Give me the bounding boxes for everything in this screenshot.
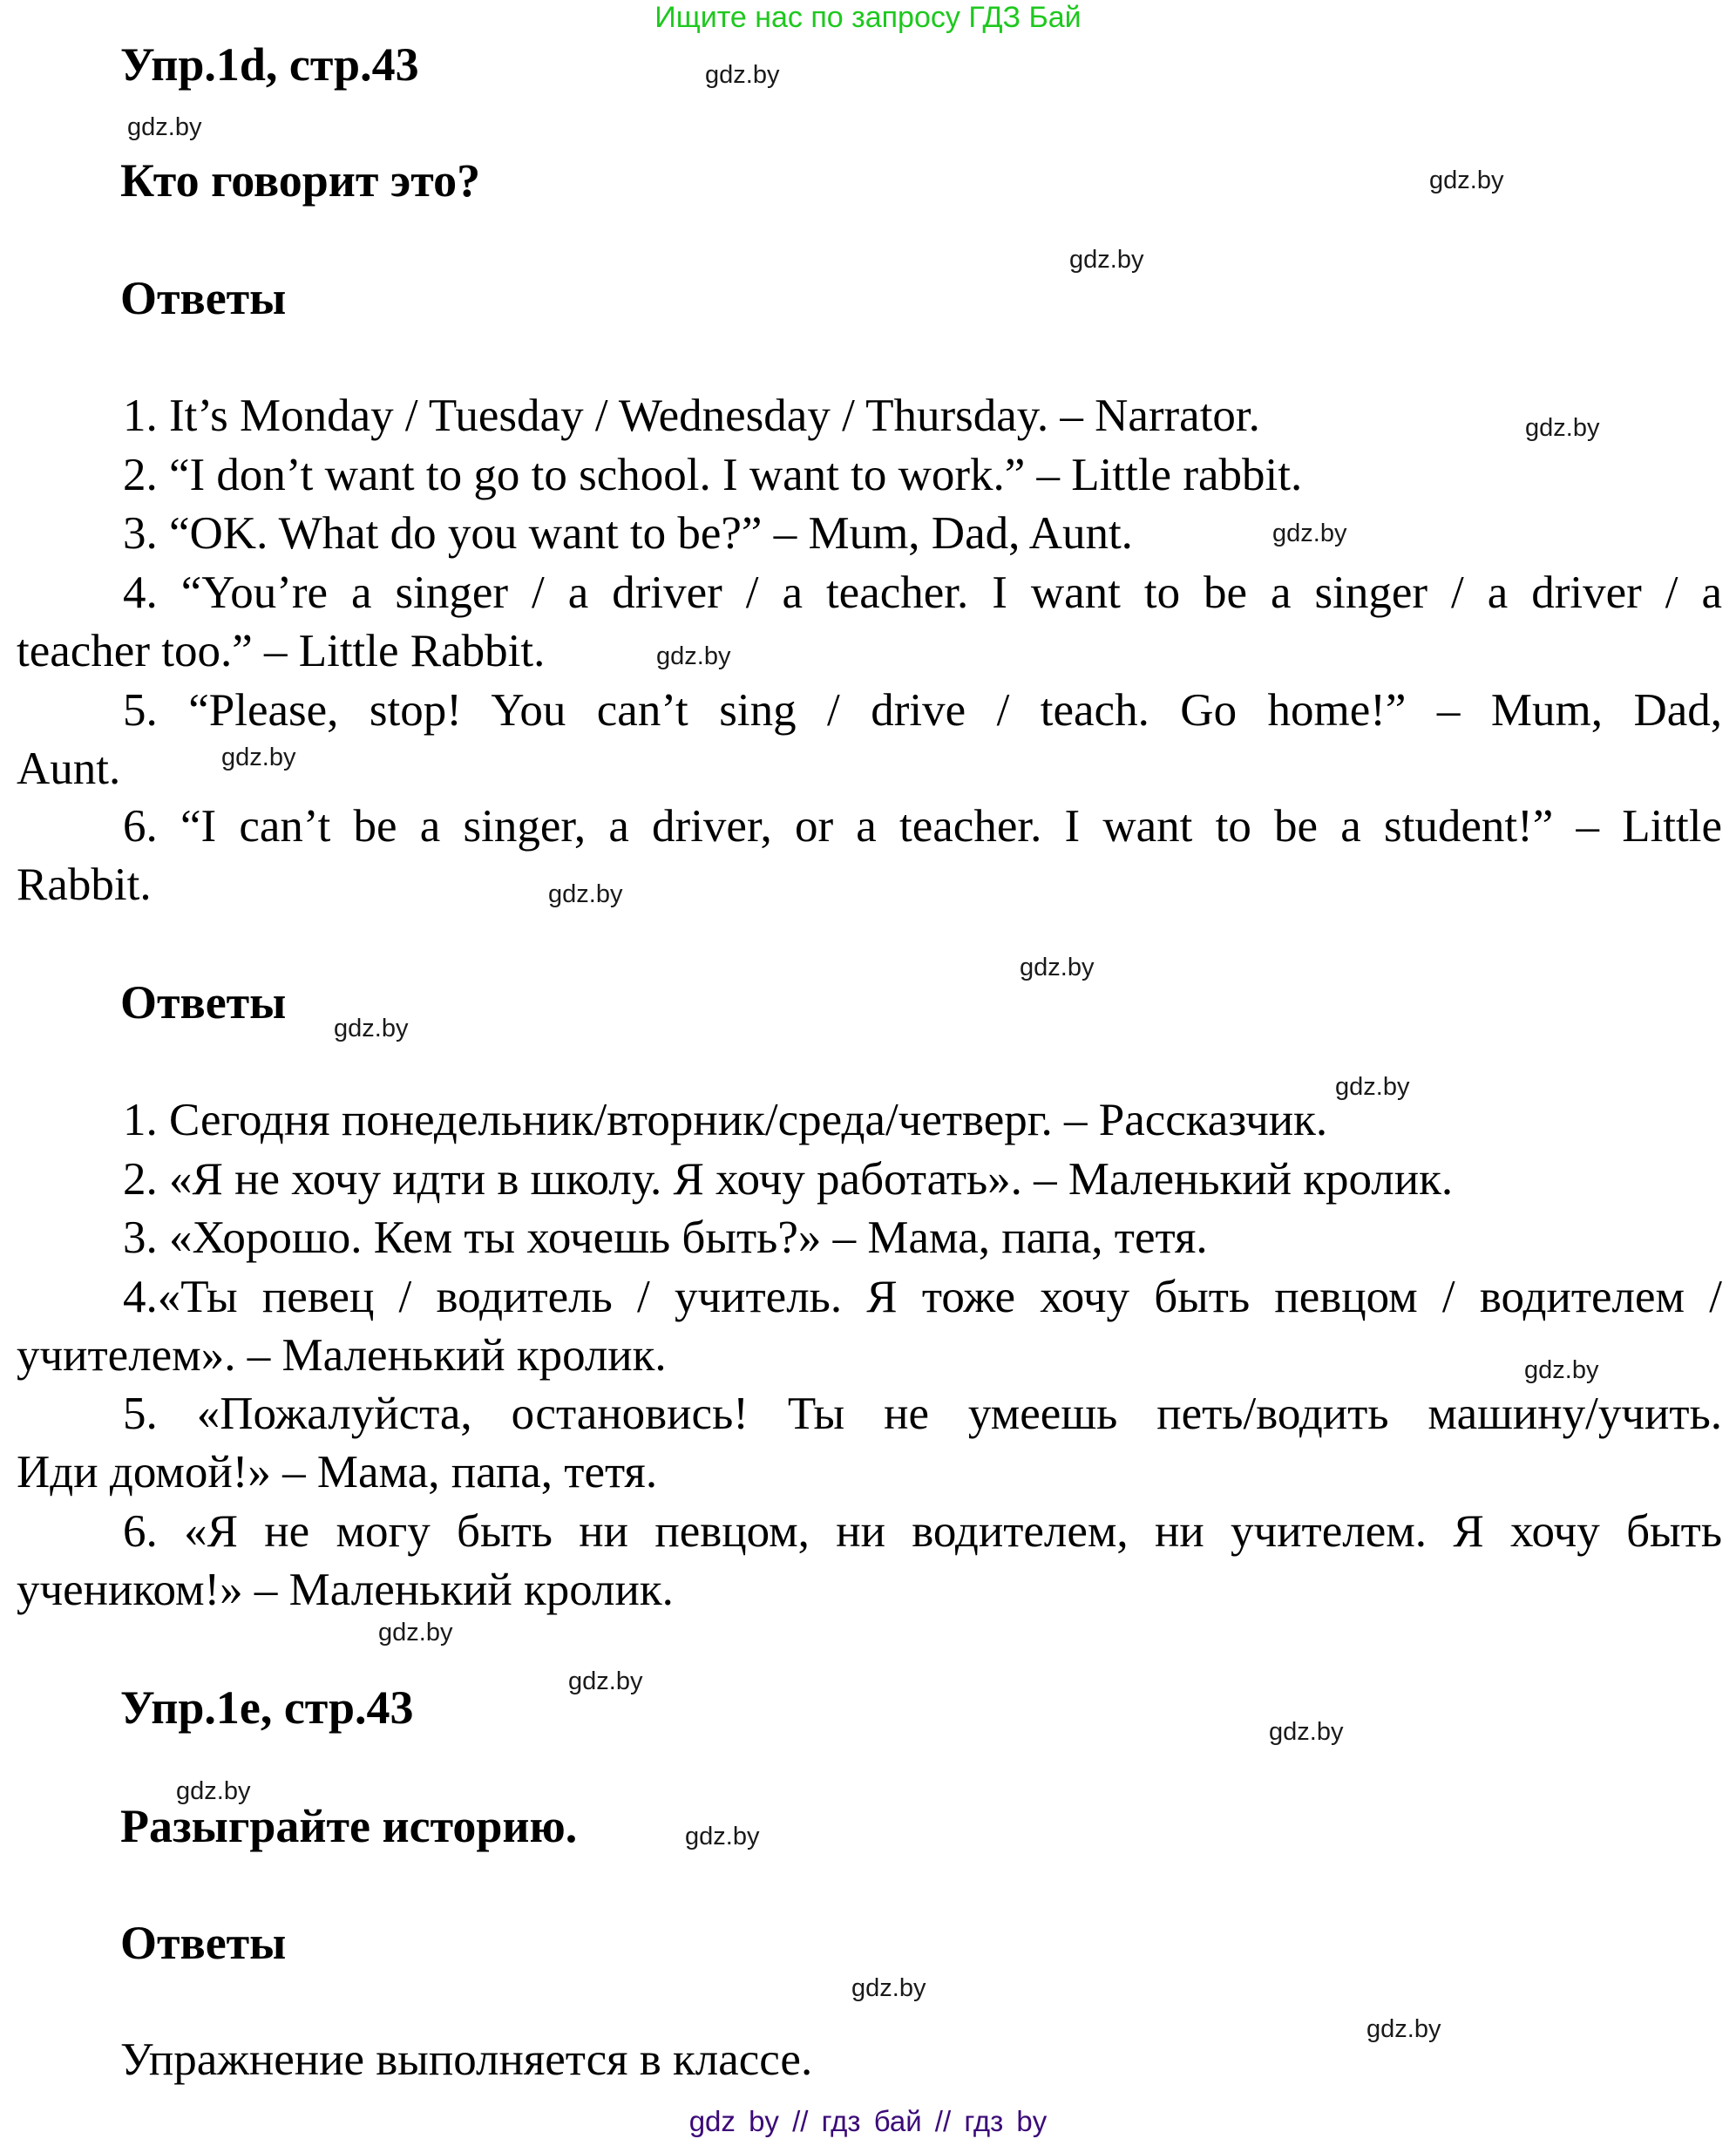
watermark: gdz.by: [656, 642, 731, 670]
watermark: gdz.by: [1269, 1718, 1344, 1746]
answer-line: 2. «Я не хочу идти в школу. Я хочу работать». – Маленький кролик.: [123, 1154, 1454, 1205]
exercise-1d-title: Упр.1d, стр.43: [120, 38, 419, 91]
answer-line: 2. “I don’t want to go to school. I want to work.” – Little rabbit.: [123, 450, 1303, 500]
answers-ru-heading: Ответы: [120, 976, 287, 1029]
answer-en-3: [17, 505, 1722, 563]
watermark: gdz.by: [127, 113, 202, 141]
answer-line: 4. “You’re a singer / a driver / a teacher. I want to be a singer / a driver / a: [123, 567, 1722, 618]
answer-ru-6: [17, 1503, 1722, 1620]
exercise-1e-title: Упр.1e, стр.43: [120, 1681, 414, 1734]
watermark: gdz.by: [851, 1974, 926, 2002]
answer-1e: Упражнение выполняется в классе.: [120, 2034, 813, 2085]
footer-links[interactable]: gdz by // гдз бай // гдз by: [688, 2105, 1048, 2137]
answer-ru-4: [17, 1268, 1722, 1385]
exercise-1e-task: Разыграйте историю.: [120, 1800, 578, 1852]
answer-ru-1: [17, 1091, 1722, 1150]
answer-line: 1. Сегодня понедельник/вторник/среда/четверг. – Рассказчик.: [123, 1095, 1328, 1145]
answer-line: 6. «Я не могу быть ни певцом, ни водителем, ни учителем. Я хочу быть: [123, 1506, 1722, 1557]
answer-en-6: [17, 798, 1722, 914]
watermark: gdz.by: [1366, 2015, 1441, 2043]
watermark: gdz.by: [176, 1777, 251, 1805]
exercise-1d-task: Кто говорит это?: [120, 154, 481, 207]
answer-en-1: [17, 387, 1722, 445]
answer-ru-5: [17, 1385, 1722, 1502]
watermark: gdz.by: [685, 1823, 760, 1850]
answer-line: 5. «Пожалуйста, остановись! Ты не умеешь петь/водить машину/учить.: [123, 1389, 1722, 1439]
answer-line: 3. “OK. What do you want to be?” – Mum, Dad, Aunt.: [123, 508, 1133, 559]
answer-line: 3. «Хорошо. Кем ты хочешь быть?» – Мама, папа, тетя.: [123, 1212, 1208, 1263]
answer-line: Rabbit.: [17, 859, 152, 910]
watermark: gdz.by: [568, 1667, 643, 1695]
answer-line: учителем». – Маленький кролик.: [17, 1330, 667, 1381]
answer-line: Aunt.: [17, 744, 121, 794]
answer-ru-3: [17, 1209, 1722, 1267]
watermark: gdz.by: [1429, 166, 1504, 194]
answer-en-4: [17, 564, 1722, 681]
watermark: gdz.by: [221, 744, 296, 771]
search-banner[interactable]: Ищите нас по запросу ГДЗ Бай: [654, 1, 1082, 34]
answer-line: учеником!» – Маленький кролик.: [17, 1565, 674, 1615]
answer-line: teacher too.” – Little Rabbit.: [17, 626, 546, 676]
answer-line: 1. It’s Monday / Tuesday / Wednesday / Thursday. – Narrator.: [123, 390, 1260, 441]
watermark: gdz.by: [1524, 1356, 1599, 1384]
watermark: gdz.by: [1272, 519, 1347, 547]
watermark: gdz.by: [1069, 246, 1144, 274]
answer-line: 6. “I can’t be a singer, a driver, or a teacher. I want to be a student!” – Little: [123, 801, 1722, 852]
watermark: gdz.by: [548, 880, 623, 908]
watermark: gdz.by: [1020, 954, 1095, 981]
watermark: gdz.by: [705, 61, 780, 89]
answer-ru-2: [17, 1151, 1722, 1209]
answers-1e-heading: Ответы: [120, 1917, 287, 1969]
answer-en-2: [17, 446, 1722, 505]
watermark: gdz.by: [334, 1015, 409, 1042]
answer-line: 4.«Ты певец / водитель / учитель. Я тоже хочу быть певцом / водителем /: [123, 1272, 1722, 1322]
watermark: gdz.by: [1335, 1073, 1410, 1101]
watermark: gdz.by: [378, 1619, 453, 1647]
answer-line: 5. “Please, stop! You can’t sing / drive / teach. Go home!” – Mum, Dad,: [123, 685, 1722, 736]
answer-line: Иди домой!» – Мама, папа, тетя.: [17, 1447, 658, 1497]
answer-en-5: [17, 682, 1722, 798]
answers-en-heading: Ответы: [120, 272, 287, 324]
watermark: gdz.by: [1525, 414, 1600, 442]
